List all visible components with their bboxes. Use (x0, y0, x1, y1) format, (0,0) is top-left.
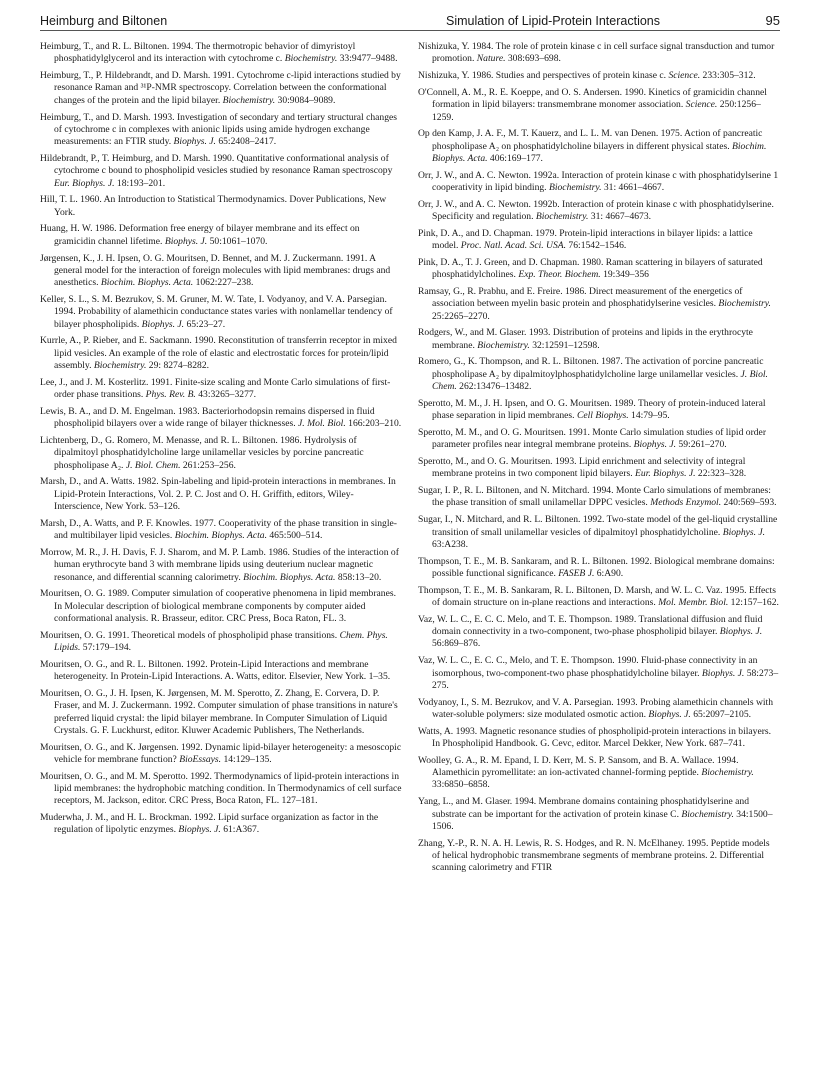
reference-text: Ramsay, G., R. Prabhu, and E. Freire. 1986. Direct measurement of the energetics of association between myelin basic protein and phosphatidylserine vesicles. (418, 285, 743, 310)
reference-text: Hildebrandt, P., T. Heimburg, and D. Marsh. 1990. Quantitative conformational analysis of cytochrome c bound to phospholipid vesicles studied by resonance Raman spectroscopy (40, 152, 393, 177)
reference-journal: BioEssays. (179, 753, 222, 765)
reference-entry (40, 547, 402, 584)
references-column-right (418, 41, 780, 879)
reference-entry (418, 585, 780, 610)
reference-entry (418, 356, 780, 393)
reference-volume-pages: 233:305–312. (700, 70, 756, 82)
reference-entry (418, 327, 780, 352)
reference-volume-pages: 308:693–698. (505, 53, 561, 65)
reference-entry (40, 153, 402, 190)
reference-entry (40, 112, 402, 149)
reference-entry (40, 435, 402, 472)
reference-journal: Biochemistry. (477, 339, 530, 351)
reference-text: Marsh, D., and A. Watts. 1982. Spin-labeling and lipid-protein interactions in membranes. In Lipid-Protein Interactions, Vol. 2. P. C. Jost and O. H. Griffith, editors, Wiley-Interscience, New York. 53–126. (40, 476, 396, 513)
reference-journal: Biophys. J. (648, 708, 691, 720)
reference-entry (40, 335, 402, 372)
reference-journal: Science. (685, 99, 718, 111)
reference-text: Heimburg, T., and R. L. Biltonen. 1994. The thermotropic behavior of dimyristoyl phosphatidylglycerol and its interaction with cytochrome c. (40, 41, 356, 65)
reference-entry (40, 406, 402, 431)
reference-entry (40, 688, 402, 737)
reference-journal: Cell Biophys. (576, 410, 629, 422)
reference-text: Sugar, I., N. Mitchard, and R. L. Biltonen. 1992. Two-state model of the gel-liquid crystalline transition of small unilamellar vesicles of dipalmitoyl phosphatidylcholine. (418, 514, 778, 538)
reference-text: Mouritsen, O. G. 1991. Theoretical models of phospholipid phase transitions. (40, 629, 340, 641)
reference-volume-pages: 19:349–356 (600, 269, 649, 281)
reference-journal: Biochemistry. (718, 298, 771, 310)
references-column-left (40, 41, 402, 841)
reference-volume-pages: 34:1500–1506. (432, 808, 773, 832)
reference-volume-pages: 59:261–270. (676, 439, 727, 451)
reference-volume-pages: 43:3265–3277. (195, 389, 257, 401)
reference-entry (40, 223, 402, 248)
reference-text: Thompson, T. E., M. B. Sankaram, R. L. Biltonen, D. Marsh, and W. L. C. Vaz. 1995. Effects of domain structure on in-plane reactions and interactions. (418, 584, 776, 609)
reference-entry (418, 655, 780, 692)
page-number: 95 (765, 13, 780, 28)
reference-text: Vaz, W. L. C., E. C. C., Melo, and T. E. Thompson. 1990. Fluid-phase connectivity in an isomorphous, two-component-two phase phosphatidylcholine bilayer. (418, 655, 758, 679)
header-rule (40, 30, 780, 31)
running-header (40, 8, 780, 30)
reference-text: Sperotto, M. M., J. H. Ipsen, and O. G. Mouritsen. 1989. Theory of protein-induced lateral phase separation in lipid membranes. (418, 397, 766, 422)
reference-text: Mouritsen, O. G., and R. L. Biltonen. 1992. Protein-Lipid Interactions and membrane heterogeneity. In Protein-Lipid Interactions. A. Watts, editor. Elsevier, New York. 1–35. (40, 658, 391, 683)
reference-volume-pages: 32:12591–12598. (529, 339, 600, 351)
reference-volume-pages: 25:2265–2270. (432, 310, 490, 322)
reference-text: Sperotto, M. M., and O. G. Mouritsen. 1991. Monte Carlo simulation studies of lipid order parameter profiles near integral membrane proteins. (418, 426, 767, 451)
reference-journal: Biophys. J. (701, 667, 745, 679)
reference-volume-pages: 30:9084–9089. (275, 94, 336, 106)
reference-volume-pages: 76:1542–1546. (566, 240, 627, 252)
reference-volume-pages: 406:169–177. (487, 152, 543, 164)
reference-entry (418, 199, 780, 224)
reference-text: Nishizuka, Y. 1986. Studies and perspectives of protein kinase c. (418, 70, 669, 82)
reference-entry (418, 614, 780, 651)
reference-journal: Exp. Theor. Biochem. (518, 269, 601, 281)
reference-journal: Biochemistry. (222, 94, 276, 106)
reference-entry (418, 70, 780, 82)
reference-entry (40, 742, 402, 767)
reference-journal: Biochemistry. (535, 211, 589, 223)
reference-text: Huang, H. W. 1986. Deformation free energy of bilayer membrane and its effect on gramicidin channel lifetime. (40, 223, 360, 247)
reference-text: Thompson, T. E., M. B. Sankaram, and R. L. Biltonen. 1992. Biological membrane domains: possible functional significance. (418, 555, 775, 579)
reference-entry (418, 87, 780, 124)
reference-entry (40, 41, 402, 66)
reference-entry (40, 771, 402, 808)
reference-entry (418, 556, 780, 581)
reference-volume-pages: 61:A367. (220, 824, 260, 836)
reference-text: Orr, J. W., and A. C. Newton. 1992a. Interaction of protein kinase c with phosphatidylserine 1 cooperativity in lipid binding. (418, 169, 779, 193)
reference-journal: Eur. Biophys. J. (635, 468, 696, 480)
reference-journal: Methods Enzymol. (650, 497, 722, 509)
reference-volume-pages: 65:2408–2417. (215, 136, 277, 148)
reference-journal: Biochemistry. (284, 53, 338, 65)
reference-volume-pages: 31: 4667–4673. (588, 211, 652, 223)
reference-volume-pages: 31: 4661–4667. (601, 182, 665, 193)
reference-journal: Biochemistry. (701, 767, 754, 779)
reference-text: Lichtenberg, D., G. Romero, M. Menasse, and R. L. Biltonen. 1986. Hydrolysis of dipalmitoyl phosphatidylcholine large unilamellar vesicles by porcine pancreatic phospholipase A₂. (40, 434, 364, 471)
reference-volume-pages: 57:179–194. (80, 642, 132, 654)
reference-entry (40, 812, 402, 837)
reference-text: Heimburg, T., P. Hildebrandt, and D. Marsh. 1991. Cytochrome c-lipid interactions studied by resonance Raman and ³¹P-NMR spectroscopy. Correlation between the conformational changes of the protein and the lipid bilayer. (40, 70, 401, 106)
reference-journal: FASEB J. (558, 567, 595, 579)
reference-text: Lee, J., and J. M. Kosterlitz. 1991. Finite-size scaling and Monte Carlo simulations of first-order phase transitions. (40, 376, 391, 401)
reference-volume-pages: 261:253–256. (180, 459, 236, 471)
reference-text: Sperotto, M., and O. G. Mouritsen. 1993. Lipid enrichment and selectivity of integral membrane proteins in two component lipid bilayers. (418, 456, 746, 480)
reference-volume-pages: 18:193–201. (114, 177, 166, 189)
reference-journal: Biochim. Biophys. Acta. (174, 530, 267, 542)
reference-text: Morrow, M. R., J. H. Davis, F. J. Sharom, and M. P. Lamb. 1986. Studies of the interaction of human erythrocyte band 3 with membrane lipids using deuterium nuclear magnetic resonance, and differential scanning calorimetry. (40, 546, 399, 583)
reference-text: Rodgers, W., and M. Glaser. 1993. Distribution of proteins and lipids in the erythrocyte membrane. (418, 327, 753, 351)
reference-text: Romero, G., K. Thompson, and R. L. Biltonen. 1987. The activation of porcine pancreatic phospholipase A₂ by dipalmitoylphosphatidylcholine large unilamellar vesicles. (418, 356, 764, 380)
reference-volume-pages: 12:157–162. (728, 597, 779, 609)
reference-entry (40, 377, 402, 402)
reference-volume-pages: 6:A90. (594, 567, 624, 579)
reference-volume-pages: 56:869–876. (432, 638, 481, 650)
reference-journal: Biophys. J. (722, 526, 766, 538)
reference-entry (40, 630, 402, 655)
reference-text: Nishizuka, Y. 1984. The role of protein kinase c in cell surface signal transduction and tumor promotion. (418, 41, 775, 65)
reference-journal: Biophys. J. (141, 318, 185, 330)
reference-text: Yang, L., and M. Glaser. 1994. Membrane domains containing phosphatidylserine and substrate can be important for the activation of protein kinase C. (418, 796, 750, 820)
reference-volume-pages: 14:79–95. (628, 410, 670, 422)
reference-volume-pages: 166:203–210. (345, 418, 402, 430)
running-header-title: Simulation of Lipid-Protein Interactions (446, 14, 661, 28)
reference-journal: Nature. (476, 53, 506, 65)
reference-entry (418, 286, 780, 323)
reference-text: Heimburg, T., and D. Marsh. 1993. Investigation of secondary and tertiary structural changes of cytochrome c in complexes with anionic lipids using amide hydrogen exchange measurements: an FTIR study. (40, 111, 398, 148)
reference-entry (418, 257, 780, 282)
reference-text: Pink, D. A., T. J. Green, and D. Chapman. 1980. Raman scattering in bilayers of saturated phosphatidylcholines. (418, 256, 763, 281)
reference-volume-pages: 262:13476–13482. (456, 381, 532, 393)
reference-entry (40, 476, 402, 513)
reference-journal: Biochemistry. (93, 360, 147, 372)
reference-journal: Eur. Biophys. J. (54, 177, 115, 189)
reference-text: Op den Kamp, J. A. F., M. T. Kauerz, and L. L. M. van Denen. 1975. Action of pancreatic phospholipase A₂ on phosphatidylcholine bilayers in different physical states. (418, 128, 763, 152)
reference-volume-pages: 65:23–27. (184, 318, 226, 330)
reference-entry (40, 253, 402, 290)
reference-text: O'Connell, A. M., R. E. Koeppe, and O. S. Andersen. 1990. Kinetics of gramicidin channel formation in lipid bilayers: transmembrane monomer association. (418, 86, 767, 111)
reference-entry (40, 70, 402, 107)
reference-entry (418, 796, 780, 833)
reference-entry (40, 518, 402, 543)
reference-volume-pages: 65:2097–2105. (690, 708, 752, 720)
reference-text: Kurrle, A., P. Rieber, and E. Sackmann. 1990. Reconstitution of transferrin receptor in mixed lipid vesicles. An example of the role of elastic and electrostatic forces for protein/lipid assembly. (40, 335, 397, 372)
reference-entry (418, 170, 780, 195)
reference-text: Mouritsen, O. G., and K. Jørgensen. 1992. Dynamic lipid-bilayer heterogeneity: a mesoscopic vehicle for membrane function? (40, 741, 402, 765)
reference-volume-pages: 58:273–275. (432, 667, 779, 691)
reference-entry (418, 726, 780, 751)
reference-journal: Biochemistry. (548, 182, 602, 193)
reference-volume-pages: 1062:227–238. (193, 277, 254, 289)
reference-volume-pages: 33:9477–9488. (337, 53, 398, 65)
reference-entry (40, 659, 402, 684)
reference-volume-pages: 63:A238. (432, 538, 468, 550)
reference-journal: J. Mol. Biol. (298, 418, 346, 430)
reference-entry (418, 398, 780, 423)
reference-journal: Biochim. Biophys. Acta. (432, 140, 767, 164)
reference-journal: Biophys. J. (633, 439, 677, 451)
reference-entry (40, 588, 402, 625)
reference-journal: Proc. Natl. Acad. Sci. USA. (460, 240, 567, 252)
reference-journal: Biophys. J. (173, 136, 216, 148)
reference-journal: Biophys. J. (719, 626, 763, 638)
reference-text: Mouritsen, O. G. 1989. Computer simulation of cooperative phenomena in lipid membranes. In Molecular description of biological membrane components by computer aided conformational analysis. R. Brasseur, editor. CRC Press, Boca Raton, FL. 3. (40, 588, 396, 624)
reference-journal: J. Biol. Chem. (125, 459, 181, 471)
reference-volume-pages: 240:569–593. (721, 497, 777, 509)
reference-text: Mouritsen, O. G., and M. M. Sperotto. 1992. Thermodynamics of lipid-protein interactions in lipid membranes: the hydrophobic matching condition. In Thermodynamics of cell surface receptors, M. Jackson, editor. CRC Press, Boca Raton, FL. 127–181. (40, 770, 402, 807)
reference-volume-pages: 465:500–514. (266, 530, 323, 542)
reference-text: Watts, A. 1993. Magnetic resonance studies of phospholipid-protein interactions in bilayers. In Phospholipid Handbook. G. Cevc, editor. Marcel Dekker, New York. 687–741. (418, 725, 772, 750)
reference-text: Vodyanoy, I., S. M. Bezrukov, and V. A. Parsegian. 1993. Probing alamethicin channels with water-soluble polymers: size modulated osmotic action. (418, 696, 774, 720)
reference-journal: Biophys. J. (178, 824, 221, 836)
running-header-authors: Heimburg and Biltonen (40, 14, 168, 28)
reference-text: Keller, S. L., S. M. Bezrukov, S. M. Gruner, M. W. Tate, I. Vodyanoy, and V. A. Parsegian. 1994. Probability of alamethicin conductance states varies with nonlamellar tendency of bilayer phospholipids. (40, 293, 393, 330)
reference-text: Woolley, G. A., R. M. Epand, I. D. Kerr, M. S. P. Sansom, and B. A. Wallace. 1994. Alamethicin pyromellitate: an ion-activated channel-forming peptide. (418, 754, 739, 779)
reference-text: Vaz, W. L. C., E. C. C. Melo, and T. E. Thompson. 1989. Translational diffusion and fluid domain connectivity in a two-component, two-phase phospholipid bilayer. (418, 613, 763, 638)
reference-text: Mouritsen, O. G., J. H. Ipsen, K. Jørgensen, M. M. Sperotto, Z. Zhang, E. Corvera, D. P. Fraser, and M. J. Zuckermann. 1992. Computer simulation of phase transitions in nature's preferred liquid crystal: the lipid bilayer membrane. In Computer Simulation of Liquid Crystals. G. F. Luckhurst, editor. Kluwer Academic Publishers, The Netherlands. (40, 687, 398, 736)
reference-journal: Biochemistry. (681, 808, 734, 820)
reference-volume-pages: 250:1256–1259. (432, 99, 761, 123)
reference-volume-pages: 50:1061–1070. (207, 235, 268, 247)
reference-journal: Mol. Membr. Biol. (658, 597, 729, 609)
reference-entry (418, 128, 780, 165)
reference-text: Zhang, Y.-P., R. N. A. H. Lewis, R. S. Hodges, and R. N. McElhaney. 1995. Peptide models of helical hydrophobic transmembrane segments of membrane proteins. 2. Differential scanning calorimetry and FTIR (418, 837, 770, 874)
reference-journal: J. Biol. Chem. (432, 368, 768, 393)
reference-entry (40, 294, 402, 331)
reference-journal: Science. (668, 70, 701, 82)
reference-entry (418, 838, 780, 875)
reference-entry (418, 456, 780, 481)
reference-volume-pages: 22:323–328. (695, 468, 747, 480)
reference-journal: Biochim. Biophys. Acta. (100, 277, 194, 289)
reference-volume-pages: 29: 8274–8282. (146, 360, 210, 372)
reference-entry (418, 41, 780, 66)
reference-text: Orr, J. W., and A. C. Newton. 1992b. Interaction of protein kinase c with phosphatidylserine. Specificity and regulation. (418, 198, 774, 223)
reference-volume-pages: 858:13–20. (335, 571, 382, 583)
reference-entry (418, 697, 780, 722)
reference-journal: Phys. Rev. B. (145, 389, 196, 401)
reference-text: Marsh, D., A. Watts, and P. F. Knowles. 1977. Cooperativity of the phase transition in single- and multibilayer lipid vesicles. (40, 517, 397, 542)
reference-journal: Biochim. Biophys. Acta. (243, 571, 336, 583)
reference-entry (40, 194, 402, 219)
reference-text: Lewis, B. A., and D. M. Engelman. 1983. Bacteriorhodopsin remains dispersed in fluid phospholipid bilayers over a wide range of bilayer thicknesses. (40, 405, 375, 430)
reference-entry (418, 514, 780, 551)
reference-text: Sugar, I. P., R. L. Biltonen, and N. Mitchard. 1994. Monte Carlo simulations of membranes: the phase transition of small unilamellar DPPC vesicles. (418, 485, 771, 509)
reference-journal: Biophys. J. (164, 235, 208, 247)
reference-journal: Chem. Phys. Lipids. (54, 629, 388, 654)
reference-volume-pages: 33:6850–6858. (432, 779, 490, 791)
reference-volume-pages: 14:129–135. (221, 753, 272, 765)
reference-text: Hill, T. L. 1960. An Introduction to Statistical Thermodynamics. Dover Publications, New York. (40, 194, 387, 218)
reference-entry (418, 228, 780, 253)
reference-text: Muderwha, J. M., and H. L. Brockman. 1992. Lipid surface organization as factor in the regulation of lipolytic enzymes. (40, 812, 379, 836)
reference-text: Pink, D. A., and D. Chapman. 1979. Protein-lipid interactions in bilayer lipids: a lattice model. (418, 227, 753, 252)
reference-text: Jørgensen, K., J. H. Ipsen, O. G. Mouritsen, D. Bennet, and M. J. Zuckermann. 1991. A general model for the interaction of foreign molecules with lipid membranes: drugs and anesthetics. (40, 252, 391, 289)
reference-entry (418, 755, 780, 792)
reference-entry (418, 485, 780, 510)
reference-entry (418, 427, 780, 452)
